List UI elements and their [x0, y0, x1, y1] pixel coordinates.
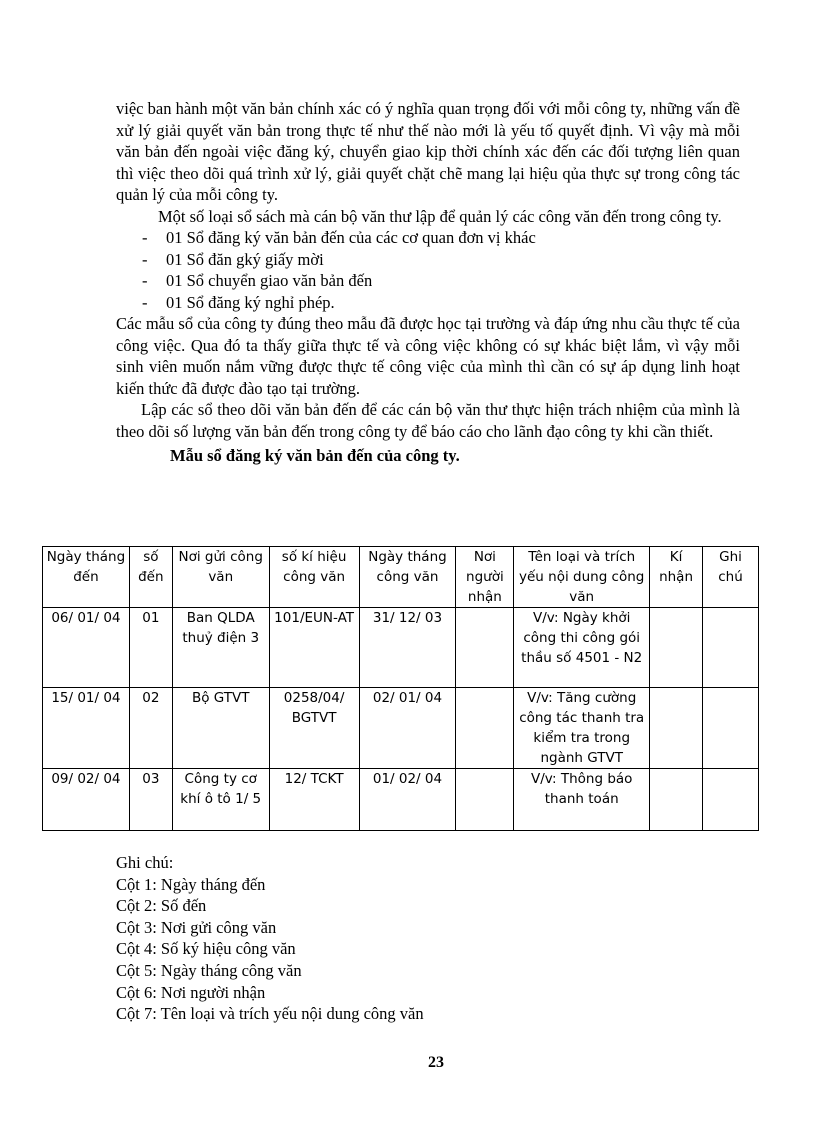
- table-cell: 01/ 02/ 04: [359, 769, 456, 831]
- list-item: - 01 Sổ chuyển giao văn bản đến: [142, 270, 740, 292]
- header-cell: Nơi gửi công văn: [172, 547, 269, 608]
- table-cell: 101/EUN-AT: [269, 608, 359, 688]
- table-cell: 15/ 01/ 04: [43, 688, 130, 769]
- table-cell: [703, 608, 759, 688]
- note-item: Cột 7: Tên loại và trích yếu nội dung công văn: [116, 1004, 424, 1024]
- table-cell: [456, 688, 514, 769]
- header-cell: Ngày tháng đến: [43, 547, 130, 608]
- note-item: Cột 6: Nơi người nhận: [116, 982, 266, 1002]
- table-cell: Bộ GTVT: [172, 688, 269, 769]
- header-cell: Kí nhận: [650, 547, 703, 608]
- note-item: Cột 4: Số ký hiệu công văn: [116, 939, 296, 959]
- table-cell: 0258/04/ BGTVT: [269, 688, 359, 769]
- list-item: - 01 Sổ đăn gký giấy mời: [142, 249, 740, 271]
- header-cell: số đến: [129, 547, 172, 608]
- body-text: [116, 98, 740, 467]
- notes-title: Ghi chú:: [116, 853, 174, 872]
- table-cell: [456, 608, 514, 688]
- table-cell: [703, 769, 759, 831]
- table-cell: 03: [129, 769, 172, 831]
- table-row: [43, 769, 759, 831]
- list-item: - 01 Sổ đăng ký văn bản đến của các cơ quan đơn vị khác: [142, 227, 740, 249]
- note-item: Cột 5: Ngày tháng công văn: [116, 960, 302, 980]
- table-cell: 01: [129, 608, 172, 688]
- list-item: - 01 Sổ đăng ký nghỉ phép.: [142, 292, 740, 314]
- paragraph-intro: việc ban hành một văn bản chính xác có ý nghĩa quan trọng đối với mỗi công ty, những vấn đề xử lý giải quyết văn bản trong thực tế như thế nào mới là yếu tố quyết định. Vì vậy mà mỗi văn bản đến ngoài việc đăng ký, chuyển giao kịp thời chính xác đến các đối tượng liên quan thì việc theo dõi quá trình xử lý, giải quyết chặt chẽ mang lại hiệu qủa thực sự trong công tác quản lý của mỗi công ty.: [116, 99, 740, 204]
- table-cell: 09/ 02/ 04: [43, 769, 130, 831]
- table-cell: [650, 608, 703, 688]
- paragraph-tracking: Lập các sổ theo dõi văn bản đến để các cán bộ văn thư thực hiện trách nhiệm của mình là theo dõi số lượng văn bản đến trong công ty để báo cáo cho lãnh đạo công ty khi cần thiết.: [116, 400, 740, 441]
- table-cell: [456, 769, 514, 831]
- paragraph-book-forms: Các mẫu sổ của công ty đúng theo mẫu đã được học tại trường và đáp ứng nhu cầu thực tế của công việc. Qua đó ta thấy giữa thực tế và công việc không có sự khác biệt lắm, vì vậy mỗi sinh viên muốn nắm vững được thực tế công việc của mình thì cần có sự áp dụng linh hoạt kiến thức đã được đào tạo tại trường.: [116, 314, 740, 398]
- header-cell: Tên loại và trích yếu nội dung công văn: [514, 547, 650, 608]
- table-cell: [650, 688, 703, 769]
- table-cell: Công ty cơ khí ô tô 1/ 5: [172, 769, 269, 831]
- table-cell: [650, 769, 703, 831]
- header-cell: Nơi người nhận: [456, 547, 514, 608]
- note-item: Cột 3: Nơi gửi công văn: [116, 917, 277, 937]
- table-cell: V/v: Tăng cường công tác thanh tra kiểm tra trong ngành GTVT: [514, 688, 650, 769]
- table-cell: 02: [129, 688, 172, 769]
- header-cell: số kí hiệu công văn: [269, 547, 359, 608]
- table-cell: 31/ 12/ 03: [359, 608, 456, 688]
- table-cell: V/v: Thông báo thanh toán: [514, 769, 650, 831]
- table-cell: [703, 688, 759, 769]
- table-header-row: [43, 547, 759, 608]
- table-cell: 06/ 01/ 04: [43, 608, 130, 688]
- table-cell: V/v: Ngày khởi công thi công gói thầu số 4501 - N2: [514, 608, 650, 688]
- register-table: [42, 546, 759, 831]
- notes-section: [116, 852, 716, 1025]
- table-row: [43, 608, 759, 688]
- book-list: [116, 227, 740, 313]
- table-cell: 12/ TCKT: [269, 769, 359, 831]
- note-item: Cột 1: Ngày tháng đến: [116, 874, 266, 894]
- table-cell: Ban QLDA thuỷ điện 3: [172, 608, 269, 688]
- table-title: Mẫu sổ đăng ký văn bản đến của công ty.: [170, 446, 460, 465]
- header-cell: Ghi chú: [703, 547, 759, 608]
- table-cell: 02/ 01/ 04: [359, 688, 456, 769]
- page-number: 23: [428, 1054, 444, 1071]
- paragraph-book-types: Một số loại sổ sách mà cán bộ văn thư lập để quản lý các công văn đến trong công ty.: [158, 206, 722, 226]
- note-item: Cột 2: Số đến: [116, 896, 207, 916]
- table-row: [43, 688, 759, 769]
- header-cell: Ngày tháng công văn: [359, 547, 456, 608]
